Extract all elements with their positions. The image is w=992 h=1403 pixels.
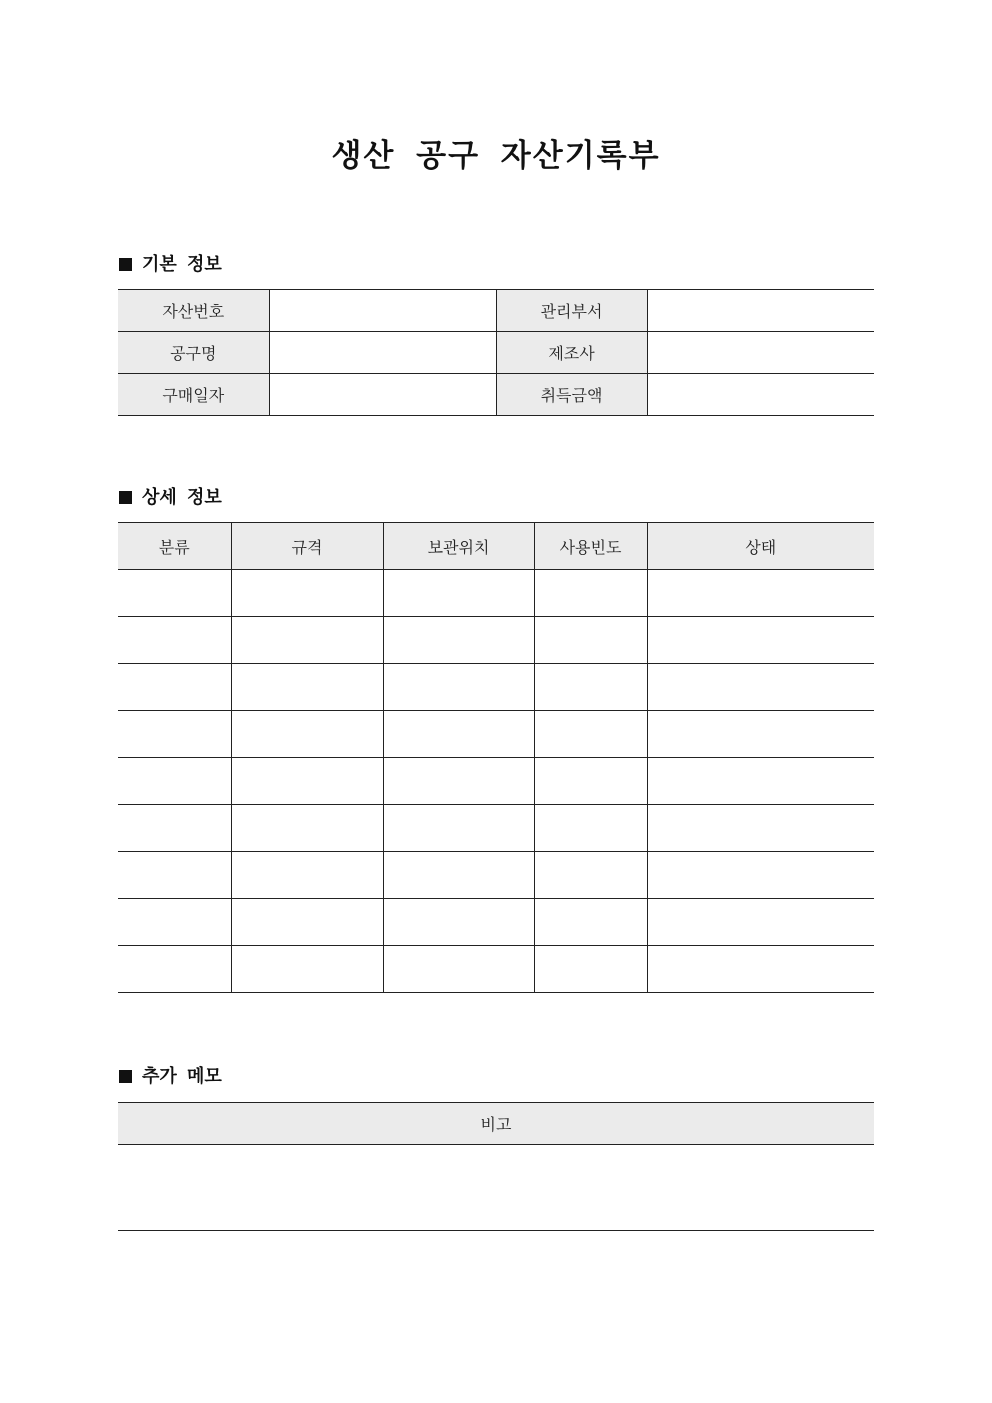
column-header-category: 분류 bbox=[118, 523, 231, 570]
square-bullet-icon bbox=[119, 258, 132, 271]
label-purchase-date: 구매일자 bbox=[118, 374, 269, 416]
remarks-field[interactable] bbox=[118, 1145, 874, 1231]
table-row bbox=[118, 290, 874, 332]
column-header-storage-location: 보관위치 bbox=[383, 523, 534, 570]
column-header-status: 상태 bbox=[647, 523, 874, 570]
storage-location-cell[interactable] bbox=[383, 711, 534, 758]
category-cell[interactable] bbox=[118, 664, 231, 711]
table-row bbox=[118, 805, 874, 852]
label-manufacturer: 제조사 bbox=[496, 332, 647, 374]
usage-frequency-cell[interactable] bbox=[534, 946, 647, 993]
storage-location-cell[interactable] bbox=[383, 852, 534, 899]
status-cell[interactable] bbox=[647, 711, 874, 758]
specification-cell[interactable] bbox=[231, 946, 383, 993]
page-title: 생산 공구 자산기록부 bbox=[331, 138, 661, 174]
usage-frequency-cell[interactable] bbox=[534, 758, 647, 805]
category-cell[interactable] bbox=[118, 570, 231, 617]
managing-department-field[interactable] bbox=[647, 290, 874, 332]
usage-frequency-cell[interactable] bbox=[534, 899, 647, 946]
section-heading-memo bbox=[119, 1065, 222, 1089]
category-cell[interactable] bbox=[118, 617, 231, 664]
category-cell[interactable] bbox=[118, 852, 231, 899]
table-row bbox=[118, 664, 874, 711]
usage-frequency-cell[interactable] bbox=[534, 852, 647, 899]
label-managing-department: 관리부서 bbox=[496, 290, 647, 332]
table-row bbox=[118, 946, 874, 993]
asset-number-field[interactable] bbox=[269, 290, 496, 332]
status-cell[interactable] bbox=[647, 758, 874, 805]
usage-frequency-cell[interactable] bbox=[534, 805, 647, 852]
status-cell[interactable] bbox=[647, 805, 874, 852]
section-heading-basic-label: 기본 정보 bbox=[142, 254, 222, 275]
section-heading-memo-label: 추가 메모 bbox=[142, 1066, 222, 1087]
column-header-usage-frequency: 사용빈도 bbox=[534, 523, 647, 570]
table-header-row bbox=[118, 1103, 874, 1145]
specification-cell[interactable] bbox=[231, 758, 383, 805]
category-cell[interactable] bbox=[118, 805, 231, 852]
specification-cell[interactable] bbox=[231, 852, 383, 899]
storage-location-cell[interactable] bbox=[383, 899, 534, 946]
table-header-row bbox=[118, 523, 874, 570]
manufacturer-field[interactable] bbox=[647, 332, 874, 374]
category-cell[interactable] bbox=[118, 899, 231, 946]
acquisition-cost-field[interactable] bbox=[647, 374, 874, 416]
table-row bbox=[118, 852, 874, 899]
status-cell[interactable] bbox=[647, 852, 874, 899]
column-header-specification: 규격 bbox=[231, 523, 383, 570]
usage-frequency-cell[interactable] bbox=[534, 570, 647, 617]
table-row bbox=[118, 1145, 874, 1231]
storage-location-cell[interactable] bbox=[383, 617, 534, 664]
status-cell[interactable] bbox=[647, 899, 874, 946]
specification-cell[interactable] bbox=[231, 570, 383, 617]
storage-location-cell[interactable] bbox=[383, 946, 534, 993]
table-row bbox=[118, 711, 874, 758]
specification-cell[interactable] bbox=[231, 664, 383, 711]
label-asset-number: 자산번호 bbox=[118, 290, 269, 332]
storage-location-cell[interactable] bbox=[383, 805, 534, 852]
section-heading-detail-label: 상세 정보 bbox=[142, 487, 222, 508]
specification-cell[interactable] bbox=[231, 617, 383, 664]
table-row bbox=[118, 570, 874, 617]
status-cell[interactable] bbox=[647, 570, 874, 617]
table-row bbox=[118, 332, 874, 374]
section-heading-basic bbox=[119, 253, 222, 277]
table-row bbox=[118, 617, 874, 664]
square-bullet-icon bbox=[119, 491, 132, 504]
table-row bbox=[118, 374, 874, 416]
storage-location-cell[interactable] bbox=[383, 570, 534, 617]
status-cell[interactable] bbox=[647, 946, 874, 993]
category-cell[interactable] bbox=[118, 758, 231, 805]
square-bullet-icon bbox=[119, 1070, 132, 1083]
category-cell[interactable] bbox=[118, 711, 231, 758]
usage-frequency-cell[interactable] bbox=[534, 617, 647, 664]
category-cell[interactable] bbox=[118, 946, 231, 993]
usage-frequency-cell[interactable] bbox=[534, 711, 647, 758]
status-cell[interactable] bbox=[647, 617, 874, 664]
label-acquisition-cost: 취득금액 bbox=[496, 374, 647, 416]
storage-location-cell[interactable] bbox=[383, 758, 534, 805]
specification-cell[interactable] bbox=[231, 899, 383, 946]
status-cell[interactable] bbox=[647, 664, 874, 711]
usage-frequency-cell[interactable] bbox=[534, 664, 647, 711]
memo-table bbox=[118, 1102, 874, 1231]
specification-cell[interactable] bbox=[231, 805, 383, 852]
table-row bbox=[118, 899, 874, 946]
storage-location-cell[interactable] bbox=[383, 664, 534, 711]
detail-info-table bbox=[118, 522, 874, 993]
label-tool-name: 공구명 bbox=[118, 332, 269, 374]
specification-cell[interactable] bbox=[231, 711, 383, 758]
table-row bbox=[118, 758, 874, 805]
column-header-remarks: 비고 bbox=[118, 1103, 874, 1145]
basic-info-table bbox=[118, 289, 874, 416]
tool-name-field[interactable] bbox=[269, 332, 496, 374]
section-heading-detail bbox=[119, 486, 222, 510]
purchase-date-field[interactable] bbox=[269, 374, 496, 416]
